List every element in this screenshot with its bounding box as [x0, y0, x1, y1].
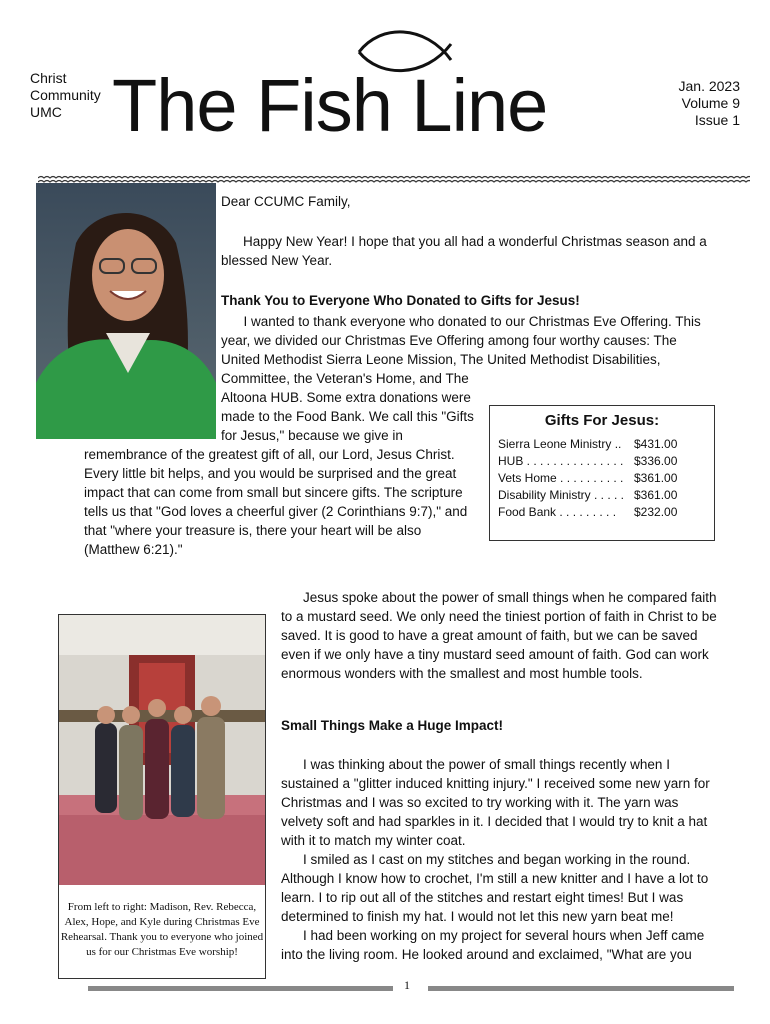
gift-row [498, 487, 708, 504]
thanks-line: year, we divided our Christmas Eve Offering among four worthy causes: The [221, 333, 677, 348]
knitting-paragraph: I was thinking about the power of small things recently when I sustained a "glitter induced knitting injury." I received some new yarn for Christmas and I was so excited to try working with it. The yarn was velvety soft and had sparkles in it. I decided that I would try to knit a hat with it to match my winter coat. [281, 757, 710, 848]
thanks-line: for Jesus," because we give in [221, 428, 403, 443]
gift-row [498, 453, 708, 470]
thanks-line: Every little bit helps, and you would be surprised and the great [84, 466, 457, 481]
thanks-line: Committee, the Veteran's Home, and The [221, 371, 469, 386]
salutation: Dear CCUMC Family, [221, 194, 351, 209]
footer-rule-right [428, 986, 734, 991]
thanks-line: remembrance of the greatest gift of all, our Lord, Jesus Christ. [84, 447, 455, 462]
issue-info [679, 78, 741, 129]
gift-amount: $431.00 [634, 437, 678, 451]
gift-label: Sierra Leone Ministry .. [498, 437, 622, 451]
gift-label: Food Bank . . . . . . . . . [498, 505, 617, 519]
gift-row [498, 470, 708, 487]
gift-label: HUB . . . . . . . . . . . . . . . [498, 454, 624, 468]
small-things-heading: Small Things Make a Huge Impact! [281, 718, 504, 733]
issue-date: Jan. 2023 [678, 78, 740, 94]
knitting-story [281, 755, 721, 964]
issue-volume: Volume 9 [681, 95, 740, 111]
thanks-line: I wanted to thank everyone who donated to our Christmas Eve Offering. This [221, 314, 701, 329]
photo-caption: From left to right: Madison, Rev. Rebecca, Alex, Hope, and Kyle during Christmas Eve Rehearsal. Thank you to everyone who joined us for our Christmas Eve worship! [60, 901, 264, 958]
gift-row [498, 504, 708, 521]
thanks-heading: Thank You to Everyone Who Donated to Gifts for Jesus! [221, 293, 580, 308]
church-name [30, 70, 101, 121]
gift-amount: $361.00 [634, 488, 678, 502]
thanks-line: (Matthew 6:21)." [84, 542, 183, 557]
footer-rule-left [88, 986, 393, 991]
church-name-line: UMC [30, 104, 62, 120]
thanks-line: that "where your treasure is, there your heart will be also [84, 523, 422, 538]
thanks-line: United Methodist Sierra Leone Mission, The United Methodist Disabilities, [221, 352, 661, 367]
thanks-line: impact that can come from small but sincere gifts. The scripture [84, 485, 463, 500]
knitting-paragraph: I smiled as I cast on my stitches and began working in the round. Although I know how to crochet, I'm still a new knitter and I have a lot to learn. I to rip out all of the stitches and restart eight times! But I was determined to finish my hat. I would not let this new yarn beat me! [281, 852, 709, 924]
newsletter-title: The Fish Line [112, 64, 548, 147]
thanks-line: made to the Food Bank. We call this "Gifts [221, 409, 474, 424]
gift-label: Disability Ministry . . . . . [498, 488, 625, 502]
mustard-seed-paragraph: Jesus spoke about the power of small things when he compared faith to a mustard seed. We only need the tiniest portion of faith in Christ to be saved. It is good to have a great amount of faith, but we can be saved even if we only have a tiny mustard seed amount of faith. God can work enormous wonders with the smallest and most humble tools. [281, 590, 717, 681]
page-number: 1 [404, 978, 410, 992]
church-name-line: Christ [30, 70, 67, 86]
gift-row [498, 436, 708, 453]
gift-amount: $361.00 [634, 471, 678, 485]
issue-number: Issue 1 [694, 112, 740, 128]
gift-label: Vets Home . . . . . . . . . . [498, 471, 624, 485]
gift-amount: $336.00 [634, 454, 678, 468]
greeting-paragraph: Happy New Year! I hope that you all had a wonderful Christmas season and a blessed New Year. [221, 234, 707, 268]
church-name-line: Community [30, 87, 101, 103]
thanks-line: Altoona HUB. Some extra donations were [221, 390, 471, 405]
knitting-paragraph: I had been working on my project for several hours when Jeff came into the living room. He looked around and exclaimed, "What are you [281, 928, 705, 962]
thanks-line: tells us that "God loves a cheerful giver (2 Corinthians 9:7)," and [84, 504, 468, 519]
gifts-summary-box [489, 405, 715, 541]
gifts-title: Gifts For Jesus: [544, 412, 660, 429]
gift-amount: $232.00 [634, 505, 678, 519]
